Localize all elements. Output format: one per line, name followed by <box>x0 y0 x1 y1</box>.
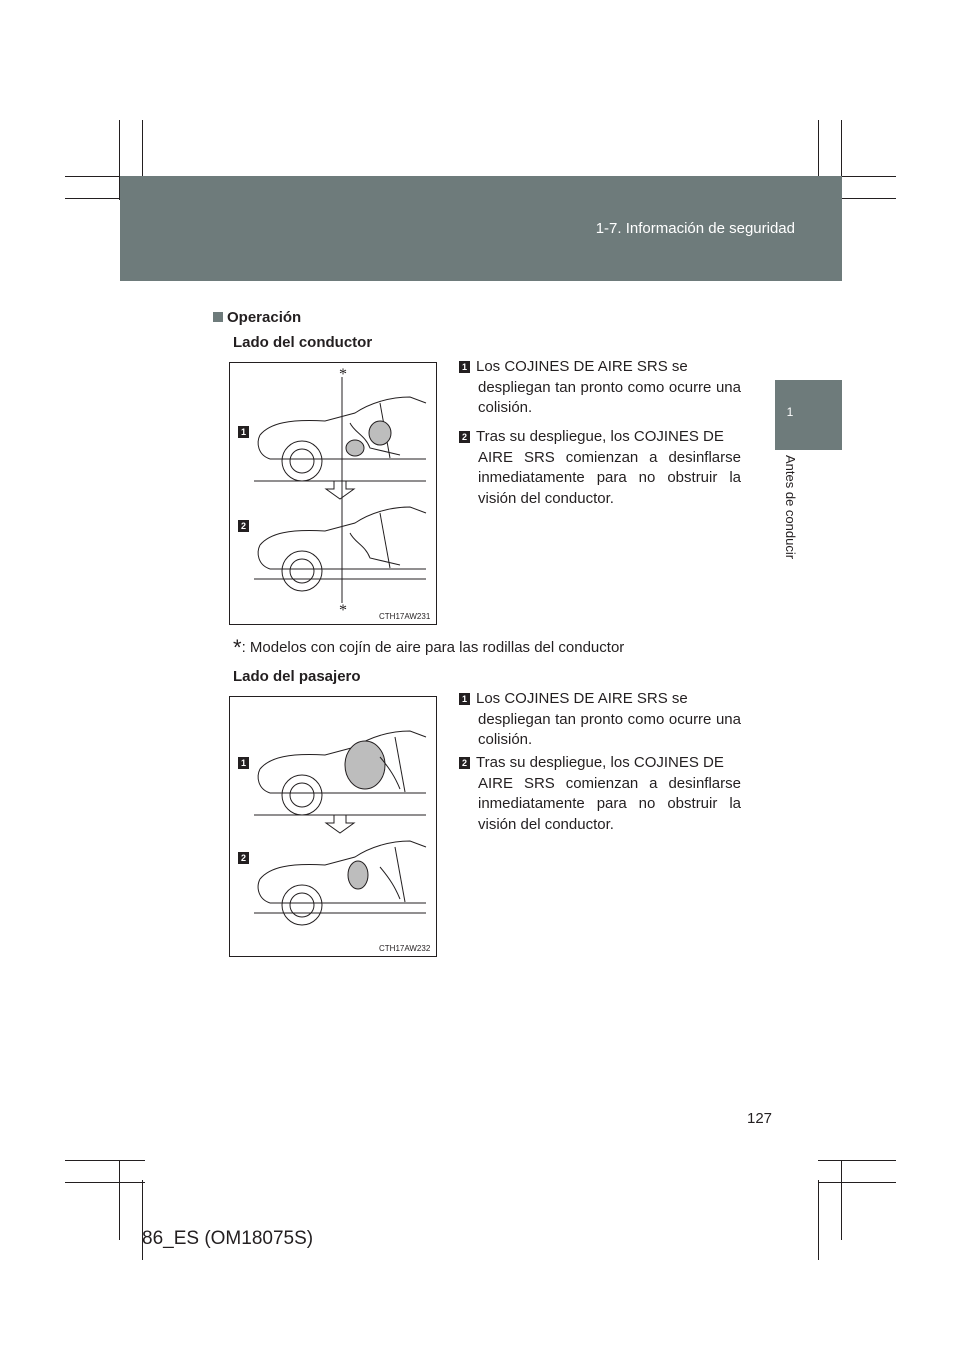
passenger-step-2 <box>459 753 741 835</box>
passenger-airbag-drawing <box>230 697 436 956</box>
section-breadcrumb: 1-7. Información de seguridad <box>595 220 795 237</box>
passenger-heading: Lado del pasajero <box>233 668 361 685</box>
driver-airbag-drawing <box>230 363 436 624</box>
step-number-badge: 2 <box>459 431 470 443</box>
passenger-airbag-illustration <box>229 696 437 957</box>
crop-mark <box>818 1160 896 1161</box>
step-text-first: Tras su despliegue, los COJINES DE <box>476 754 724 771</box>
step-text-first: Los COJINES DE AIRE SRS se <box>476 690 688 707</box>
crop-mark <box>65 1160 145 1161</box>
figure-code: CTH17AW231 <box>379 612 431 621</box>
section-heading-text: Operación <box>227 309 302 326</box>
document-code: 86_ES (OM18075S) <box>142 1228 314 1249</box>
page-number: 127 <box>747 1110 773 1127</box>
crop-mark <box>841 1160 842 1240</box>
chapter-number: 1 <box>786 405 794 419</box>
step-text-rest: despliegan tan pronto como ocurre una colisión. <box>478 378 741 416</box>
crop-mark <box>818 1182 896 1183</box>
asterisk-mark: * <box>339 366 347 383</box>
driver-step-1 <box>459 357 741 419</box>
step-text-first: Los COJINES DE AIRE SRS se <box>476 358 688 375</box>
crop-mark <box>818 1180 819 1260</box>
chapter-title: Antes de conducir <box>783 455 798 560</box>
step-text-rest: despliegan tan pronto como ocurre una colisión. <box>478 710 741 748</box>
crop-mark <box>65 1182 145 1183</box>
step-number-badge: 1 <box>459 693 470 705</box>
step-text-rest: AIRE SRS comienzan a desinflarse inmediatamente para no obstruir la visión del conductor. <box>478 774 741 833</box>
driver-step-2 <box>459 427 741 509</box>
figure-mark-2: 2 <box>238 520 249 532</box>
footnote-star: * <box>233 635 242 660</box>
figure-mark-1: 1 <box>238 757 249 769</box>
driver-heading: Lado del conductor <box>233 334 373 351</box>
step-text-first: Tras su despliegue, los COJINES DE <box>476 428 724 445</box>
figure-code: CTH17AW232 <box>379 944 431 953</box>
figure-mark-1: 1 <box>238 426 249 438</box>
footnote-text: : Modelos con cojín de aire para las rodillas del conductor <box>241 639 625 656</box>
step-number-badge: 1 <box>459 361 470 373</box>
section-heading <box>213 309 301 326</box>
square-bullet-icon <box>213 312 223 322</box>
step-text-rest: AIRE SRS comienzan a desinflarse inmediatamente para no obstruir la visión del conductor. <box>478 448 741 507</box>
driver-airbag-illustration <box>229 362 437 625</box>
crop-mark <box>119 1160 120 1240</box>
asterisk-mark: * <box>339 602 347 619</box>
footnote <box>233 635 624 661</box>
passenger-step-1 <box>459 689 741 751</box>
figure-mark-2: 2 <box>238 852 249 864</box>
step-number-badge: 2 <box>459 757 470 769</box>
